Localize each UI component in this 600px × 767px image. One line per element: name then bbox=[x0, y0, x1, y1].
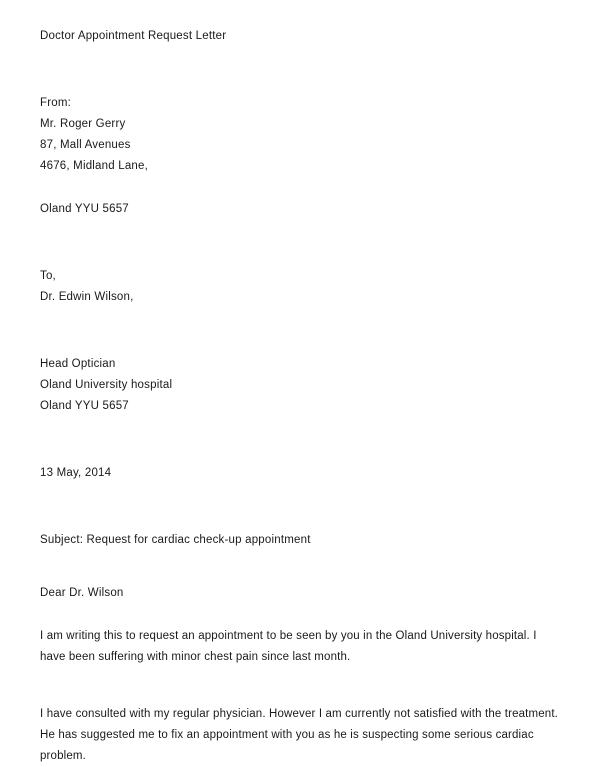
letter-date: 13 May, 2014 bbox=[40, 467, 112, 479]
body-paragraph-1: I am writing this to request an appointment to be seen by you in the Oland University hospital. I have been suffering with minor chest pain since last month. bbox=[40, 630, 537, 663]
spacer-after-date bbox=[40, 506, 560, 530]
spacer-between-paragraphs bbox=[40, 694, 560, 704]
salutation-block bbox=[40, 583, 560, 604]
recipient-title: Head Optician bbox=[40, 358, 116, 370]
sender-label: From: bbox=[40, 97, 72, 109]
sender-address-line-1: 87, Mall Avenues bbox=[40, 139, 131, 151]
sender-city-postal: Oland YYU 5657 bbox=[40, 203, 129, 215]
recipient-address-block bbox=[40, 354, 560, 417]
letter-subject: Subject: Request for cardiac check-up appointment bbox=[40, 534, 311, 546]
sender-name: Mr. Roger Gerry bbox=[40, 118, 126, 130]
body-paragraph-2: I have consulted with my regular physician. However I am currently not satisfied with the treatment. He has suggested me to fix an appointment with you as he is suspecting some serious cardiac problem. bbox=[40, 708, 559, 762]
spacer-after-recipient-name bbox=[40, 330, 560, 354]
recipient-organization: Oland University hospital bbox=[40, 379, 173, 391]
spacer-after-sender bbox=[40, 242, 560, 266]
recipient-block bbox=[40, 266, 560, 308]
sender-address-line-2: 4676, Midland Lane, bbox=[40, 160, 149, 172]
recipient-city-postal: Oland YYU 5657 bbox=[40, 400, 129, 412]
recipient-label: To, bbox=[40, 270, 56, 282]
sender-city-block bbox=[40, 199, 560, 220]
date-block bbox=[40, 463, 560, 484]
spacer-after-subject bbox=[40, 573, 560, 583]
page-title: Doctor Appointment Request Letter bbox=[40, 30, 227, 42]
spacer-after-address bbox=[40, 439, 560, 463]
recipient-name: Dr. Edwin Wilson, bbox=[40, 291, 134, 303]
letter-salutation: Dear Dr. Wilson bbox=[40, 587, 124, 599]
sender-block bbox=[40, 93, 560, 177]
subject-block bbox=[40, 530, 560, 551]
